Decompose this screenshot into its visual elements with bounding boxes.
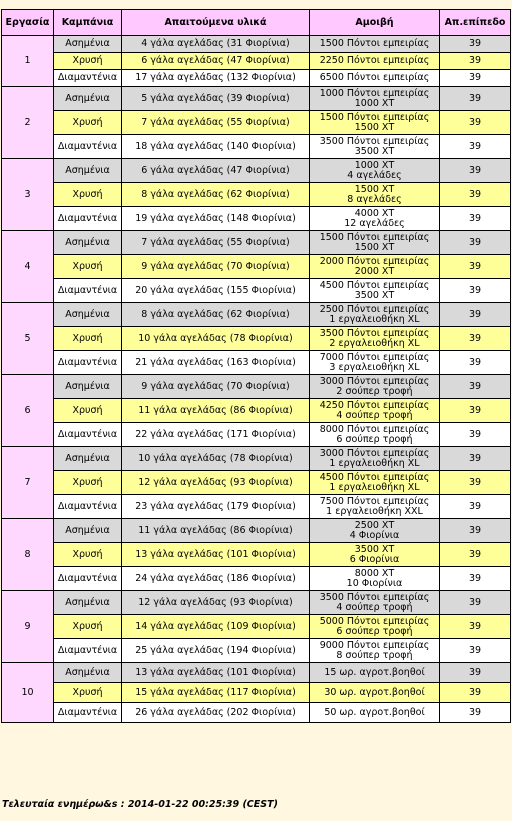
- reward-line: 3500 ΧΤ: [354, 145, 395, 157]
- materials-cell: 10 γάλα αγελάδας (78 Φιορίνια): [122, 447, 310, 471]
- task-number: 1: [2, 36, 54, 87]
- level-cell: 39: [440, 399, 511, 423]
- campaign-cell: Διαμαντένια: [54, 207, 122, 231]
- reward-line: 1 εργαλειοθήκη XL: [329, 457, 420, 469]
- campaign-cell: Χρυσή: [54, 399, 122, 423]
- materials-cell: 6 γάλα αγελάδας (47 Φιορίνια): [122, 159, 310, 183]
- level-cell: 39: [440, 683, 511, 703]
- table-row: [2, 70, 511, 87]
- reward-line: 4500 Πόντοι εμπειρίας: [319, 279, 430, 291]
- task-number: 3: [2, 159, 54, 231]
- level-cell: 39: [440, 36, 511, 53]
- table-row: [2, 135, 511, 159]
- materials-cell: 12 γάλα αγελάδας (93 Φιορίνια): [122, 471, 310, 495]
- header-level: Απ.επίπεδο: [440, 10, 511, 36]
- materials-cell: 19 γάλα αγελάδας (148 Φιορίνια): [122, 207, 310, 231]
- reward-line: 2500 ΧΤ: [354, 519, 395, 531]
- level-cell: 39: [440, 207, 511, 231]
- materials-cell: 4 γάλα αγελάδας (31 Φιορίνια): [122, 36, 310, 53]
- campaign-cell: Διαμαντένια: [54, 279, 122, 303]
- table-row: [2, 447, 511, 471]
- materials-cell: 9 γάλα αγελάδας (70 Φιορίνια): [122, 255, 310, 279]
- reward-cell: [310, 327, 440, 351]
- quest-table: [1, 9, 511, 723]
- level-cell: 39: [440, 703, 511, 723]
- level-cell: 39: [440, 615, 511, 639]
- level-cell: 39: [440, 447, 511, 471]
- campaign-cell: Χρυσή: [54, 183, 122, 207]
- reward-line: 1500 ΧΤ: [354, 121, 395, 133]
- materials-cell: 8 γάλα αγελάδας (62 Φιορίνια): [122, 303, 310, 327]
- materials-cell: 18 γάλα αγελάδας (140 Φιορίνια): [122, 135, 310, 159]
- reward-line: 10 Φιορίνια: [346, 577, 403, 589]
- materials-cell: 25 γάλα αγελάδας (194 Φιορίνια): [122, 639, 310, 663]
- table-row: [2, 683, 511, 703]
- reward-line: 6 σούπερ τροφή: [336, 433, 413, 445]
- campaign-cell: Ασημένια: [54, 87, 122, 111]
- reward-line: 4 αγελάδες: [347, 169, 402, 181]
- table-row: [2, 279, 511, 303]
- level-cell: 39: [440, 639, 511, 663]
- campaign-cell: Διαμαντένια: [54, 567, 122, 591]
- materials-cell: 10 γάλα αγελάδας (78 Φιορίνια): [122, 327, 310, 351]
- last-updated: Τελευταία ενημέρω&s : 2014-01-22 00:25:39 (CEST): [2, 799, 278, 810]
- table-row: [2, 703, 511, 723]
- reward-cell: [310, 183, 440, 207]
- table-row: [2, 519, 511, 543]
- reward-cell: [310, 135, 440, 159]
- table-row: [2, 495, 511, 519]
- table-row: [2, 567, 511, 591]
- reward-line: 8 σούπερ τροφή: [336, 649, 413, 661]
- materials-cell: 11 γάλα αγελάδας (86 Φιορίνια): [122, 399, 310, 423]
- materials-cell: 20 γάλα αγελάδας (155 Φιορίνια): [122, 279, 310, 303]
- materials-cell: 7 γάλα αγελάδας (55 Φιορίνια): [122, 231, 310, 255]
- table-row: [2, 303, 511, 327]
- reward-cell: [310, 303, 440, 327]
- table-row: [2, 231, 511, 255]
- materials-cell: 5 γάλα αγελάδας (39 Φιορίνια): [122, 87, 310, 111]
- campaign-cell: Διαμαντένια: [54, 70, 122, 87]
- reward-line: 3500 Πόντοι εμπειρίας: [319, 327, 430, 339]
- materials-cell: 11 γάλα αγελάδας (86 Φιορίνια): [122, 519, 310, 543]
- reward-line: 2000 Πόντοι εμπειρίας: [319, 255, 430, 267]
- reward-cell: [310, 683, 440, 703]
- table-row: [2, 399, 511, 423]
- reward-cell: [310, 231, 440, 255]
- materials-cell: 22 γάλα αγελάδας (171 Φιορίνια): [122, 423, 310, 447]
- level-cell: 39: [440, 53, 511, 70]
- level-cell: 39: [440, 183, 511, 207]
- campaign-cell: Χρυσή: [54, 543, 122, 567]
- campaign-cell: Διαμαντένια: [54, 495, 122, 519]
- table-row: [2, 327, 511, 351]
- reward-line: 7000 Πόντοι εμπειρίας: [319, 351, 430, 363]
- reward-cell: [310, 87, 440, 111]
- reward-line: 1500 Πόντοι εμπειρίας: [319, 111, 430, 123]
- campaign-cell: Διαμαντένια: [54, 639, 122, 663]
- reward-cell: [310, 36, 440, 53]
- reward-cell: [310, 447, 440, 471]
- table-row: [2, 639, 511, 663]
- table-row: [2, 591, 511, 615]
- reward-line: 1 εργαλειοθήκη XL: [329, 313, 420, 325]
- reward-line: 8000 ΧΤ: [354, 567, 395, 579]
- reward-cell: [310, 471, 440, 495]
- reward-line: 3500 Πόντοι εμπειρίας: [319, 591, 430, 603]
- materials-cell: 9 γάλα αγελάδας (70 Φιορίνια): [122, 375, 310, 399]
- reward-line: 3500 ΧΤ: [354, 543, 395, 555]
- reward-line: 4500 Πόντοι εμπειρίας: [319, 471, 430, 483]
- table-row: [2, 111, 511, 135]
- reward-line: 15 ωρ. αγροτ.βοηθοί: [324, 666, 425, 678]
- materials-cell: 21 γάλα αγελάδας (163 Φιορίνια): [122, 351, 310, 375]
- table-row: [2, 159, 511, 183]
- level-cell: 39: [440, 423, 511, 447]
- reward-line: 6500 Πόντοι εμπειρίας: [319, 72, 430, 83]
- campaign-cell: Ασημένια: [54, 663, 122, 683]
- task-number: 6: [2, 375, 54, 447]
- level-cell: 39: [440, 255, 511, 279]
- campaign-cell: Ασημένια: [54, 591, 122, 615]
- table-row: [2, 663, 511, 683]
- task-number: 5: [2, 303, 54, 375]
- table-row: [2, 351, 511, 375]
- level-cell: 39: [440, 519, 511, 543]
- campaign-cell: Χρυσή: [54, 255, 122, 279]
- reward-line: 4 σούπερ τροφή: [336, 409, 413, 421]
- table-row: [2, 375, 511, 399]
- materials-cell: 24 γάλα αγελάδας (186 Φιορίνια): [122, 567, 310, 591]
- reward-line: 1500 Πόντοι εμπειρίας: [319, 38, 430, 49]
- reward-line: 1000 ΧΤ: [354, 159, 395, 171]
- reward-line: 5000 Πόντοι εμπειρίας: [319, 615, 430, 627]
- materials-cell: 23 γάλα αγελάδας (179 Φιορίνια): [122, 495, 310, 519]
- task-number: 7: [2, 447, 54, 519]
- campaign-cell: Χρυσή: [54, 471, 122, 495]
- campaign-cell: Ασημένια: [54, 303, 122, 327]
- reward-cell: [310, 375, 440, 399]
- campaign-cell: Ασημένια: [54, 375, 122, 399]
- table-row: [2, 183, 511, 207]
- reward-line: 1 εργαλειοθήκη XXL: [326, 505, 423, 517]
- materials-cell: 12 γάλα αγελάδας (93 Φιορίνια): [122, 591, 310, 615]
- reward-cell: [310, 207, 440, 231]
- reward-cell: [310, 591, 440, 615]
- materials-cell: 8 γάλα αγελάδας (62 Φιορίνια): [122, 183, 310, 207]
- level-cell: 39: [440, 567, 511, 591]
- reward-line: 8000 Πόντοι εμπειρίας: [319, 423, 430, 435]
- task-number: 9: [2, 591, 54, 663]
- reward-cell: [310, 495, 440, 519]
- campaign-cell: Ασημένια: [54, 231, 122, 255]
- reward-line: 2 σούπερ τροφή: [336, 385, 413, 397]
- task-number: 8: [2, 519, 54, 591]
- table-row: [2, 423, 511, 447]
- campaign-cell: Διαμαντένια: [54, 703, 122, 723]
- level-cell: 39: [440, 471, 511, 495]
- table-row: [2, 36, 511, 53]
- reward-cell: [310, 615, 440, 639]
- reward-cell: [310, 351, 440, 375]
- table-row: [2, 471, 511, 495]
- table-row: [2, 87, 511, 111]
- reward-cell: [310, 543, 440, 567]
- reward-cell: [310, 519, 440, 543]
- reward-line: 3500 ΧΤ: [354, 289, 395, 301]
- table-row: [2, 207, 511, 231]
- level-cell: 39: [440, 303, 511, 327]
- header-task: Εργασία: [2, 10, 54, 36]
- reward-cell: [310, 703, 440, 723]
- header-reward: Αμοιβή: [310, 10, 440, 36]
- materials-cell: 26 γάλα αγελάδας (202 Φιορίνια): [122, 703, 310, 723]
- materials-cell: 17 γάλα αγελάδας (132 Φιορίνια): [122, 70, 310, 87]
- materials-cell: 13 γάλα αγελάδας (101 Φιορίνια): [122, 663, 310, 683]
- campaign-cell: Ασημένια: [54, 159, 122, 183]
- reward-cell: [310, 399, 440, 423]
- level-cell: 39: [440, 159, 511, 183]
- level-cell: 39: [440, 135, 511, 159]
- reward-line: 3500 Πόντοι εμπειρίας: [319, 135, 430, 147]
- table-row: [2, 53, 511, 70]
- reward-line: 3000 Πόντοι εμπειρίας: [319, 375, 430, 387]
- reward-line: 3000 Πόντοι εμπειρίας: [319, 447, 430, 459]
- level-cell: 39: [440, 351, 511, 375]
- table-header-row: [2, 10, 511, 36]
- reward-line: 1000 Πόντοι εμπειρίας: [319, 87, 430, 99]
- reward-cell: [310, 279, 440, 303]
- campaign-cell: Χρυσή: [54, 111, 122, 135]
- reward-line: 4000 ΧΤ: [354, 207, 395, 219]
- reward-line: 4250 Πόντοι εμπειρίας: [319, 399, 430, 411]
- table-row: [2, 615, 511, 639]
- reward-cell: [310, 255, 440, 279]
- reward-cell: [310, 111, 440, 135]
- reward-line: 2 εργαλειοθήκη XL: [329, 337, 420, 349]
- campaign-cell: Χρυσή: [54, 327, 122, 351]
- campaign-cell: Διαμαντένια: [54, 351, 122, 375]
- level-cell: 39: [440, 70, 511, 87]
- level-cell: 39: [440, 327, 511, 351]
- reward-line: 1500 ΧΤ: [354, 241, 395, 253]
- task-number: 4: [2, 231, 54, 303]
- level-cell: 39: [440, 543, 511, 567]
- level-cell: 39: [440, 111, 511, 135]
- reward-cell: [310, 70, 440, 87]
- reward-line: 2000 ΧΤ: [354, 265, 395, 277]
- reward-cell: [310, 423, 440, 447]
- reward-line: 4 Φιορίνια: [349, 529, 400, 541]
- reward-line: 1500 ΧΤ: [354, 183, 395, 195]
- campaign-cell: Ασημένια: [54, 36, 122, 53]
- reward-line: 4 σούπερ τροφή: [336, 601, 413, 613]
- reward-line: 7500 Πόντοι εμπειρίας: [319, 495, 430, 507]
- campaign-cell: Διαμαντένια: [54, 135, 122, 159]
- campaign-cell: Διαμαντένια: [54, 423, 122, 447]
- reward-line: 12 αγελάδες: [344, 217, 405, 229]
- level-cell: 39: [440, 663, 511, 683]
- reward-line: 1000 ΧΤ: [354, 97, 395, 109]
- table-row: [2, 255, 511, 279]
- materials-cell: 13 γάλα αγελάδας (101 Φιορίνια): [122, 543, 310, 567]
- level-cell: 39: [440, 87, 511, 111]
- reward-line: 8 αγελάδες: [347, 193, 402, 205]
- reward-line: 9000 Πόντοι εμπειρίας: [319, 639, 430, 651]
- task-number: 10: [2, 663, 54, 723]
- reward-line: 2250 Πόντοι εμπειρίας: [319, 55, 430, 66]
- header-campaign: Καμπάνια: [54, 10, 122, 36]
- reward-line: 1 εργαλειοθήκη XL: [329, 481, 420, 493]
- table-body: [2, 36, 511, 723]
- reward-line: 30 ωρ. αγροτ.βοηθοί: [324, 686, 425, 698]
- materials-cell: 15 γάλα αγελάδας (117 Φιορίνια): [122, 683, 310, 703]
- reward-line: 2500 Πόντοι εμπειρίας: [319, 303, 430, 315]
- reward-cell: [310, 639, 440, 663]
- campaign-cell: Χρυσή: [54, 683, 122, 703]
- reward-line: 6 Φιορίνια: [349, 553, 400, 565]
- level-cell: 39: [440, 231, 511, 255]
- reward-line: 6 σούπερ τροφή: [336, 625, 413, 637]
- level-cell: 39: [440, 279, 511, 303]
- materials-cell: 6 γάλα αγελάδας (47 Φιορίνια): [122, 53, 310, 70]
- reward-line: 3 εργαλειοθήκη XL: [329, 361, 420, 373]
- reward-cell: [310, 159, 440, 183]
- campaign-cell: Χρυσή: [54, 615, 122, 639]
- level-cell: 39: [440, 495, 511, 519]
- materials-cell: 7 γάλα αγελάδας (55 Φιορίνια): [122, 111, 310, 135]
- reward-line: 1500 Πόντοι εμπειρίας: [319, 231, 430, 243]
- level-cell: 39: [440, 375, 511, 399]
- table-row: [2, 543, 511, 567]
- reward-cell: [310, 567, 440, 591]
- header-materials: Απαιτούμενα υλικά: [122, 10, 310, 36]
- level-cell: 39: [440, 591, 511, 615]
- reward-cell: [310, 663, 440, 683]
- campaign-cell: Ασημένια: [54, 519, 122, 543]
- materials-cell: 14 γάλα αγελάδας (109 Φιορίνια): [122, 615, 310, 639]
- campaign-cell: Ασημένια: [54, 447, 122, 471]
- reward-line: 50 ωρ. αγροτ.βοηθοί: [324, 706, 425, 718]
- campaign-cell: Χρυσή: [54, 53, 122, 70]
- task-number: 2: [2, 87, 54, 159]
- reward-cell: [310, 53, 440, 70]
